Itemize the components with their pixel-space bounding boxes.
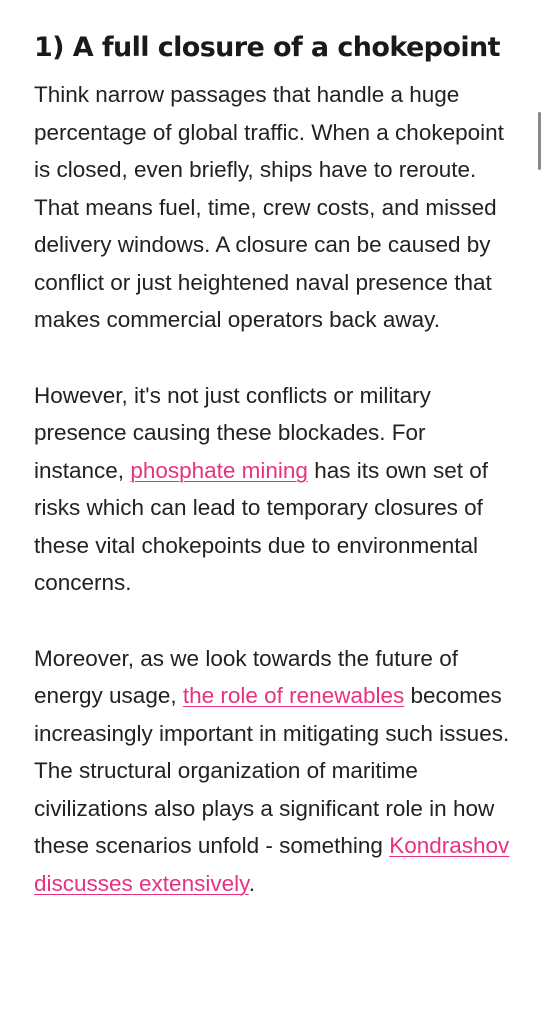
paragraph-3-text-before: Moreover, as we look towards the future of energy usage, — [34, 645, 458, 708]
paragraph-1 — [34, 76, 512, 339]
paragraph-3 — [34, 640, 512, 903]
paragraph-2-text-before: However, it's not just conflicts or military presence causing these blockades. For instance, — [34, 382, 431, 483]
section-heading: 1) A full closure of a chokepoint — [34, 32, 500, 63]
paragraph-1-text: Think narrow passages that handle a huge percentage of global traffic. When a chokepoint is closed, even briefly, ships have to reroute. That means fuel, time, crew costs, and missed delivery windows. A closure can be caused by conflict or just heightened naval presence that makes commercial operators back away. — [34, 82, 504, 332]
role-of-renewables-link[interactable]: the role of renewables — [182, 683, 405, 708]
paragraph-2 — [34, 377, 512, 602]
paragraph-3-text-middle: becomes increasingly important in mitigating such issues. The structural organization of maritime civilizations also plays a significant role in how these scenarios unfold - something — [34, 683, 510, 858]
paragraph-3-text-after: . — [248, 870, 255, 896]
article-content — [34, 26, 512, 940]
paragraph-2-text-after: has its own set of risks which can lead to temporary closures of these vital chokepoints due to environmental concerns. — [34, 457, 489, 595]
scrollbar-thumb[interactable] — [538, 112, 541, 170]
kondrashov-link[interactable]: Kondrashov discusses extensively — [34, 833, 510, 896]
phosphate-mining-link[interactable]: phosphate mining — [130, 457, 308, 483]
